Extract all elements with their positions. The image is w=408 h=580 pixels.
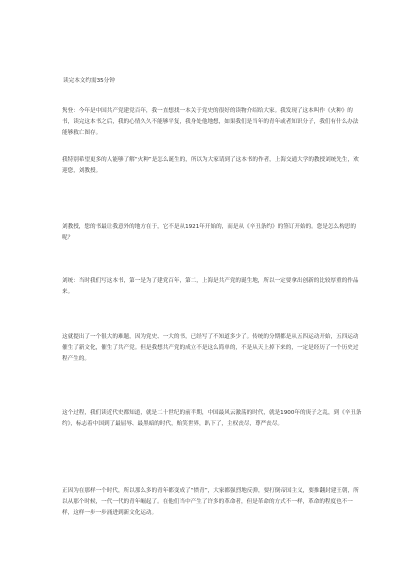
paragraph-6: 这个过程，我们读近代史都知道，就是二十世纪的前半期，中国最风云激荡的时代，就是1900年的庚子之乱，到《辛丑条约》，标志着中国到了最屈辱、最黑暗的时代，贻笑世界，趴下了，主权丧尽，尊严丧尽。 (62, 410, 362, 427)
paragraph-1: 隽登：今年是中国共产党建党百年，我一直想找一本关于党史的很好的读物介绍给大家。我发现了这本叫作《火种》的书，读完这本书之后，我的心情久久不能够平复，我身处他地想，如果我们是当年的青年或者知识分子，我们有什么办法能够救亡图存。 (62, 108, 359, 136)
paragraph-5: 这就提出了一个很大的难题，因为党史、一大的书，已经写了不知道多少了。传统的分期都是从五四运动开始，五四运动催生了新文化，催生了共产党。但是我想共产党的成立不是这么简单的，不是从天上掉下来的，一定是经历了一个历史过程产生的。 (62, 334, 359, 362)
paragraph-4: 刘统：当时我们写这本书，第一是为了建党百年，第二，上海是共产党的诞生地，所以一定要拿出创新的比较厚重的作品来。 (62, 278, 359, 295)
paragraph-7: 正因为在那样一个时代，所以那么多的青年都变成了“愤青”，大家都强烈地反弹，要打倒帝国主义，要推翻封建王朝，所以从那个时候，一代一代的青年崛起了。在他们当中产生了许多的革命者，但是革命的方式不一样，革命的程度也不一样，这样一步一步涌进到新文化运动。 (62, 488, 359, 516)
paragraph-2: 我特别希望更多的人能够了解“火种”是怎么诞生的，所以为大家请到了这本书的作者，上海交通大学的教授刘统先生，欢迎您，刘教授。 (62, 157, 359, 174)
reading-time-note: 读完本文约需35分钟 (63, 78, 115, 84)
paragraph-3: 刘教授，您的书最让我意外的地方在于，它不是从1921年开始的，而是从《辛丑条约》的签订开始的。您是怎么构思的呢？ (62, 224, 356, 241)
